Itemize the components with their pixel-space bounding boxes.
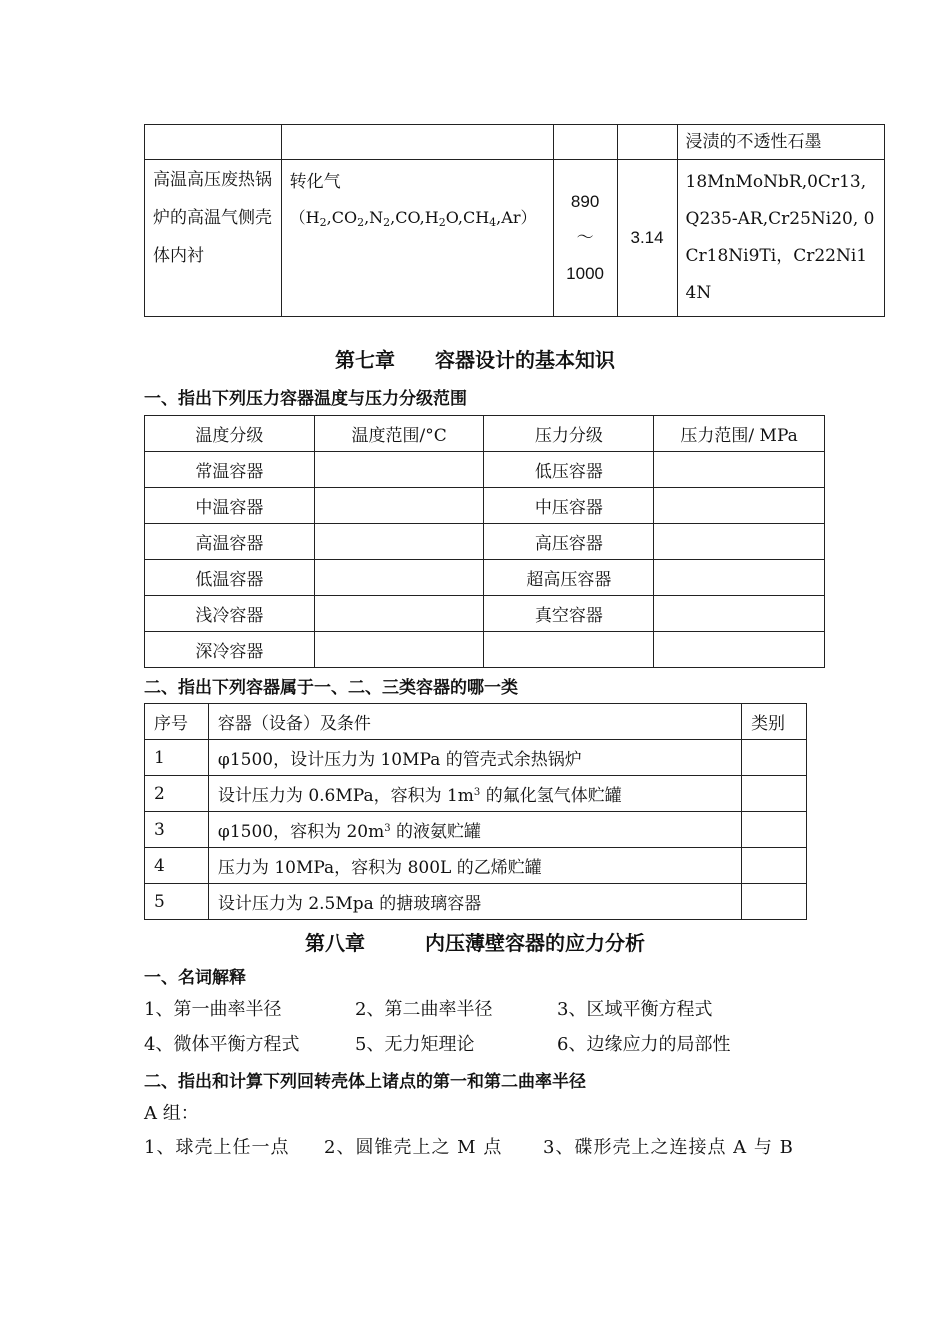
row-class — [742, 848, 807, 884]
row-class — [742, 812, 807, 848]
table-cell — [314, 524, 484, 560]
section-8-1-title: 一、名词解释 — [144, 968, 246, 988]
table-cell-equipment: 高温高压废热锅炉的高温气侧壳体内衬 — [145, 160, 282, 317]
table-cell-material: 18MnMoNbR,0Cr13, Q235-AR,Cr25Ni20, 0Cr18Ni9Ti，Cr22Ni14N — [677, 160, 884, 317]
table-cell — [617, 125, 677, 160]
chapter-8-title: 第八章 内压薄壁容器的应力分析 — [305, 931, 645, 955]
section-7-2-title: 二、指出下列容器属于一、二、三类容器的哪一类 — [144, 678, 518, 698]
curvature-item: 2、圆锥壳上之 M 点 — [324, 1137, 503, 1158]
row-no: 3 — [145, 812, 209, 848]
table-cell: 浸渍的不透性石墨 — [677, 125, 884, 160]
table-cell-medium — [281, 160, 553, 317]
term-item: 4、微体平衡方程式 — [144, 1034, 300, 1055]
row-desc: φ1500，设计压力为 10MPa 的管壳式余热锅炉 — [208, 740, 741, 776]
row-no: 2 — [145, 776, 209, 812]
table-cell — [314, 632, 484, 668]
table-cell: 深冷容器 — [145, 632, 315, 668]
table-cell — [314, 560, 484, 596]
table-cell-temperature — [553, 160, 617, 317]
medium-formula: $(H_2,CO_2,N_2,CO,H_2O,CH_4,Ar)$ — [289, 208, 537, 229]
header-no: 序号 — [145, 704, 209, 740]
temp-max: 1000 — [566, 264, 604, 283]
term-item: 1、第一曲率半径 — [144, 999, 282, 1020]
curvature-items — [144, 1133, 844, 1157]
row-class — [742, 884, 807, 920]
table-row — [145, 560, 825, 596]
table-row — [145, 812, 807, 848]
table-cell — [654, 632, 825, 668]
header-desc: 容器（设备）及条件 — [208, 704, 741, 740]
header-class: 类别 — [742, 704, 807, 740]
table-cell — [281, 125, 553, 160]
header-temp-class: 温度分级 — [145, 416, 315, 452]
row-no: 1 — [145, 740, 209, 776]
table-row — [145, 596, 825, 632]
table-row — [145, 632, 825, 668]
chapter-7-title: 第七章 容器设计的基本知识 — [335, 348, 615, 372]
term-item: 6、边缘应力的局部性 — [557, 1034, 731, 1055]
row-class — [742, 776, 807, 812]
table-row — [145, 160, 885, 317]
table-row — [145, 452, 825, 488]
row-desc: φ1500，容积为 $20m^3$ 的液氨贮罐 — [208, 812, 741, 848]
temp-min: 890 — [570, 192, 600, 211]
curvature-item: 1、球壳上任一点 — [144, 1137, 290, 1158]
table-cell — [654, 560, 825, 596]
table-cell-pressure: 3.14 — [617, 160, 677, 317]
term-item: 2、第二曲率半径 — [355, 999, 493, 1020]
header-pressure-class: 压力分级 — [484, 416, 654, 452]
table-header-row — [145, 704, 807, 740]
table-cell — [654, 452, 825, 488]
temperature-pressure-table — [144, 415, 825, 668]
table-cell: 高压容器 — [484, 524, 654, 560]
table-row — [145, 125, 885, 160]
vessel-class-table — [144, 703, 807, 920]
section-7-1-title: 一、指出下列压力容器温度与压力分级范围 — [144, 389, 467, 409]
table-row — [145, 776, 807, 812]
table-cell — [484, 632, 654, 668]
table-row — [145, 524, 825, 560]
table-cell — [654, 488, 825, 524]
table-cell: 超高压容器 — [484, 560, 654, 596]
table-cell — [553, 125, 617, 160]
table-cell: 浅冷容器 — [145, 596, 315, 632]
row-no: 5 — [145, 884, 209, 920]
header-pressure-range: 压力范围/ MPa — [654, 416, 825, 452]
header-temp-range: 温度范围/°C — [314, 416, 484, 452]
terms-line-2 — [144, 1030, 844, 1054]
table-cell: 中压容器 — [484, 488, 654, 524]
row-desc: 设计压力为 0.6MPa，容积为 $1m^3$ 的氟化氢气体贮罐 — [208, 776, 741, 812]
term-item: 5、无力矩理论 — [355, 1034, 475, 1055]
curvature-item: 3、碟形壳上之连接点 A 与 B — [543, 1137, 794, 1158]
table-cell — [654, 596, 825, 632]
table-row — [145, 848, 807, 884]
section-8-2-title: 二、指出和计算下列回转壳体上诸点的第一和第二曲率半径 — [144, 1072, 586, 1092]
table-cell: 常温容器 — [145, 452, 315, 488]
table-row — [145, 488, 825, 524]
row-no: 4 — [145, 848, 209, 884]
terms-line-1 — [144, 995, 844, 1019]
table-cell — [314, 596, 484, 632]
table-cell: 低温容器 — [145, 560, 315, 596]
group-label: A 组： — [144, 1103, 199, 1124]
medium-label: 转化气 — [289, 172, 341, 192]
table-cell: 中温容器 — [145, 488, 315, 524]
table-cell: 高温容器 — [145, 524, 315, 560]
table-header-row — [145, 416, 825, 452]
row-class — [742, 740, 807, 776]
table-cell — [654, 524, 825, 560]
table-cell: 低压容器 — [484, 452, 654, 488]
table-cell — [314, 452, 484, 488]
table-row — [145, 740, 807, 776]
table-row — [145, 884, 807, 920]
row-desc: 设计压力为 2.5Mpa 的搪玻璃容器 — [208, 884, 741, 920]
table-cell: 真空容器 — [484, 596, 654, 632]
temp-separator: ～ — [576, 228, 594, 247]
table-cell — [314, 488, 484, 524]
materials-table — [144, 124, 885, 317]
row-desc: 压力为 10MPa，容积为 800L 的乙烯贮罐 — [208, 848, 741, 884]
term-item: 3、区域平衡方程式 — [557, 999, 713, 1020]
table-cell — [145, 125, 282, 160]
